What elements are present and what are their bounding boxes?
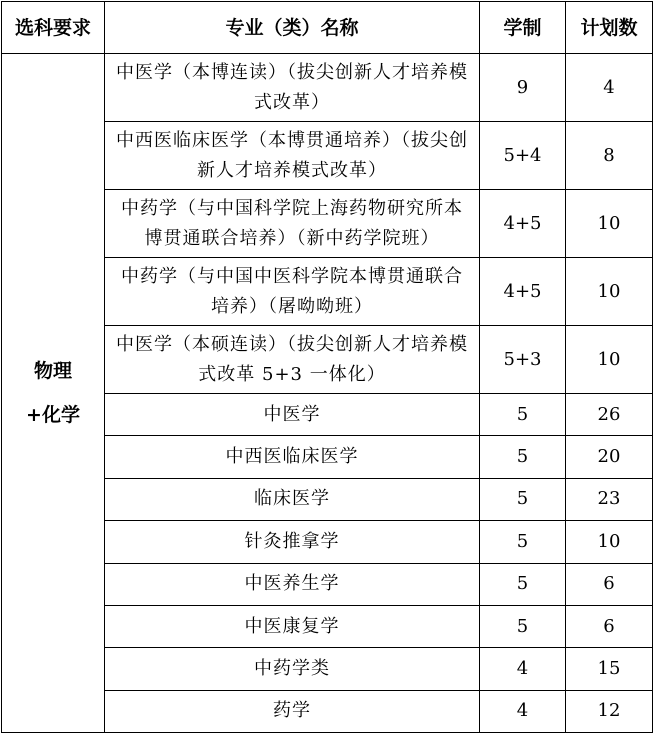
duration-cell: 4 [480,648,566,690]
duration-cell: 9 [480,54,566,122]
major-name-cell: 中西医临床医学 [105,436,480,478]
major-name-cell: 针灸推拿学 [105,521,480,563]
major-name-cell: 中西医临床医学（本博贯通培养）（拔尖创新人才培养模式改革） [105,122,480,190]
duration-cell: 4+5 [480,190,566,258]
duration-cell: 5 [480,436,566,478]
major-name-cell: 中医养生学 [105,563,480,605]
header-row [2,2,653,54]
major-name-cell: 中药学（与中国中医科学院本博贯通联合培养）（屠呦呦班） [105,258,480,326]
major-name-cell: 中医学（本博连读）（拔尖创新人才培养模式改革） [105,54,480,122]
major-name-cell: 中医康复学 [105,605,480,647]
major-name-cell: 临床医学 [105,478,480,520]
quota-cell: 6 [566,563,653,605]
table-row [2,54,653,122]
header-subject-requirement: 选科要求 [2,2,105,54]
quota-cell: 10 [566,258,653,326]
duration-cell: 5+3 [480,326,566,394]
subject-requirement-label: 物理+化学 [26,360,80,427]
quota-cell: 10 [566,190,653,258]
duration-cell: 5 [480,478,566,520]
quota-cell: 26 [566,394,653,436]
quota-cell: 10 [566,326,653,394]
quota-cell: 12 [566,690,653,732]
duration-cell: 4+5 [480,258,566,326]
major-name-cell: 中药学（与中国科学院上海药物研究所本博贯通联合培养）（新中药学院班） [105,190,480,258]
duration-cell: 5 [480,521,566,563]
major-name-cell: 中药学类 [105,648,480,690]
duration-cell: 5 [480,563,566,605]
duration-cell: 5 [480,605,566,647]
quota-cell: 23 [566,478,653,520]
major-name-cell: 中医学 [105,394,480,436]
header-major-name: 专业（类）名称 [105,2,480,54]
quota-cell: 6 [566,605,653,647]
admissions-plan-table [1,1,653,733]
header-quota: 计划数 [566,2,653,54]
quota-cell: 10 [566,521,653,563]
duration-cell: 4 [480,690,566,732]
subject-requirement-cell [2,54,105,733]
quota-cell: 8 [566,122,653,190]
duration-cell: 5+4 [480,122,566,190]
quota-cell: 15 [566,648,653,690]
quota-cell: 4 [566,54,653,122]
quota-cell: 20 [566,436,653,478]
major-name-cell: 中医学（本硕连读）（拔尖创新人才培养模式改革 5+3 一体化） [105,326,480,394]
duration-cell: 5 [480,394,566,436]
major-name-cell: 药学 [105,690,480,732]
header-duration: 学制 [480,2,566,54]
